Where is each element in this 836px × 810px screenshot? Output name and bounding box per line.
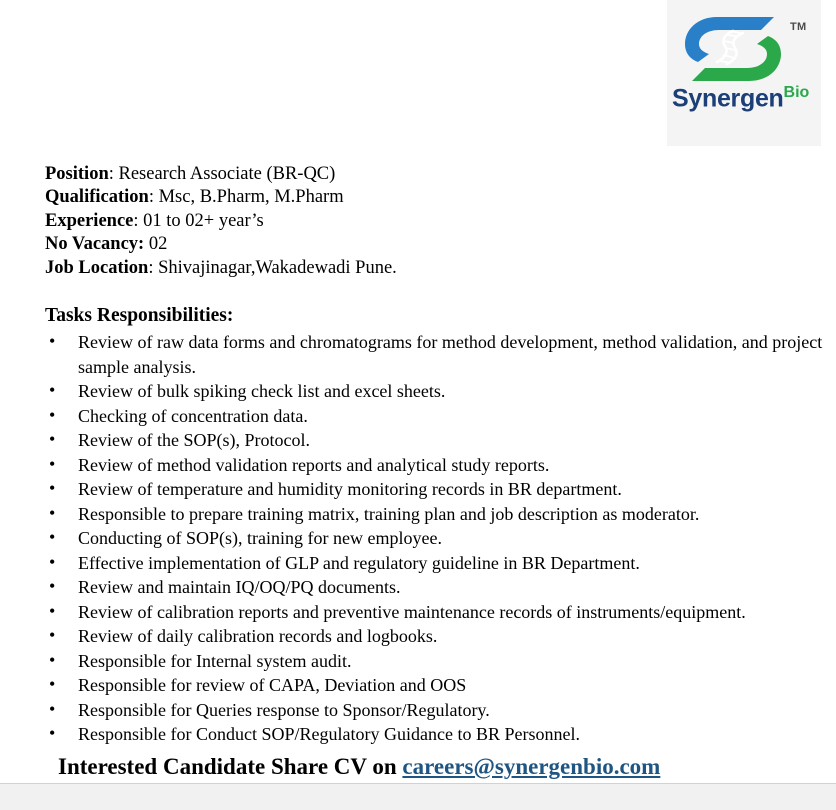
list-item: • Review of the SOP(s), Protocol. — [45, 428, 835, 453]
list-item: • Review of calibration reports and preventive maintenance records of instruments/equipment. — [45, 600, 835, 625]
meta-row-experience — [45, 210, 835, 233]
trademark-icon: TM — [790, 21, 807, 33]
meta-value-experience: 01 to 02+ year’s — [143, 210, 264, 231]
meta-label-location: Job Location — [45, 257, 149, 278]
meta-row-vacancy — [45, 233, 835, 256]
company-wordmark — [672, 84, 809, 113]
list-item: • Effective implementation of GLP and regulatory guideline in BR Department. — [45, 551, 835, 576]
list-item: • Responsible for Conduct SOP/Regulatory Guidance to BR Personnel. — [45, 722, 835, 747]
meta-row-position — [45, 163, 835, 186]
meta-sep-location: : — [148, 257, 159, 278]
list-item: • Review of bulk spiking check list and excel sheets. — [45, 379, 835, 404]
wordmark-bio: Bio — [783, 84, 810, 101]
list-item: • Conducting of SOP(s), training for new employee. — [45, 526, 835, 551]
list-item: • Review of method validation reports and analytical study reports. — [45, 453, 835, 478]
meta-sep-experience: : — [133, 210, 144, 231]
meta-label-position: Position — [45, 164, 109, 184]
email-link[interactable]: careers@synergenbio.com — [402, 753, 661, 779]
wordmark-synergen: Synergen — [672, 84, 784, 113]
footer-band — [0, 784, 836, 810]
meta-value-location: Shivajinagar,Wakadewadi Pune. — [158, 257, 397, 278]
meta-row-qualification — [45, 186, 835, 209]
list-item: • Responsible for review of CAPA, Deviation and OOS — [45, 673, 835, 698]
meta-label-vacancy: No Vacancy: — [45, 234, 145, 255]
list-item: • Responsible for Queries response to Sponsor/Regulatory. — [45, 698, 835, 723]
list-item: • Responsible for Internal system audit. — [45, 649, 835, 674]
list-item: • Review of daily calibration records and logbooks. — [45, 624, 835, 649]
tasks-list — [45, 330, 835, 747]
call-to-action — [58, 752, 835, 781]
meta-value-position: Research Associate (BR-QC) — [118, 164, 336, 184]
list-item: • Checking of concentration data. — [45, 404, 835, 429]
meta-row-location — [45, 257, 835, 280]
list-item: • Review and maintain IQ/OQ/PQ documents. — [45, 575, 835, 600]
cta-prefix-text: Interested Candidate Share CV on — [58, 753, 403, 779]
meta-sep-position: : — [108, 164, 119, 184]
synergen-bio-logo-icon — [681, 14, 785, 84]
meta-value-qualification: Msc, B.Pharm, M.Pharm — [158, 187, 344, 208]
list-item: • Review of temperature and humidity monitoring records in BR department. — [45, 477, 835, 502]
job-posting-body — [45, 163, 835, 781]
meta-label-experience: Experience — [45, 210, 134, 231]
meta-sep-qualification: : — [148, 187, 159, 208]
meta-label-qualification: Qualification — [45, 187, 149, 208]
tasks-heading: Tasks Responsibilities: — [45, 305, 234, 327]
meta-value-vacancy: 02 — [148, 234, 168, 255]
company-logo-block — [667, 0, 821, 146]
list-item: • Review of raw data forms and chromatograms for method development, method validation, and project sample analysis. — [45, 330, 835, 379]
job-meta-list — [45, 163, 835, 280]
list-item: • Responsible to prepare training matrix, training plan and job description as moderator. — [45, 502, 835, 527]
